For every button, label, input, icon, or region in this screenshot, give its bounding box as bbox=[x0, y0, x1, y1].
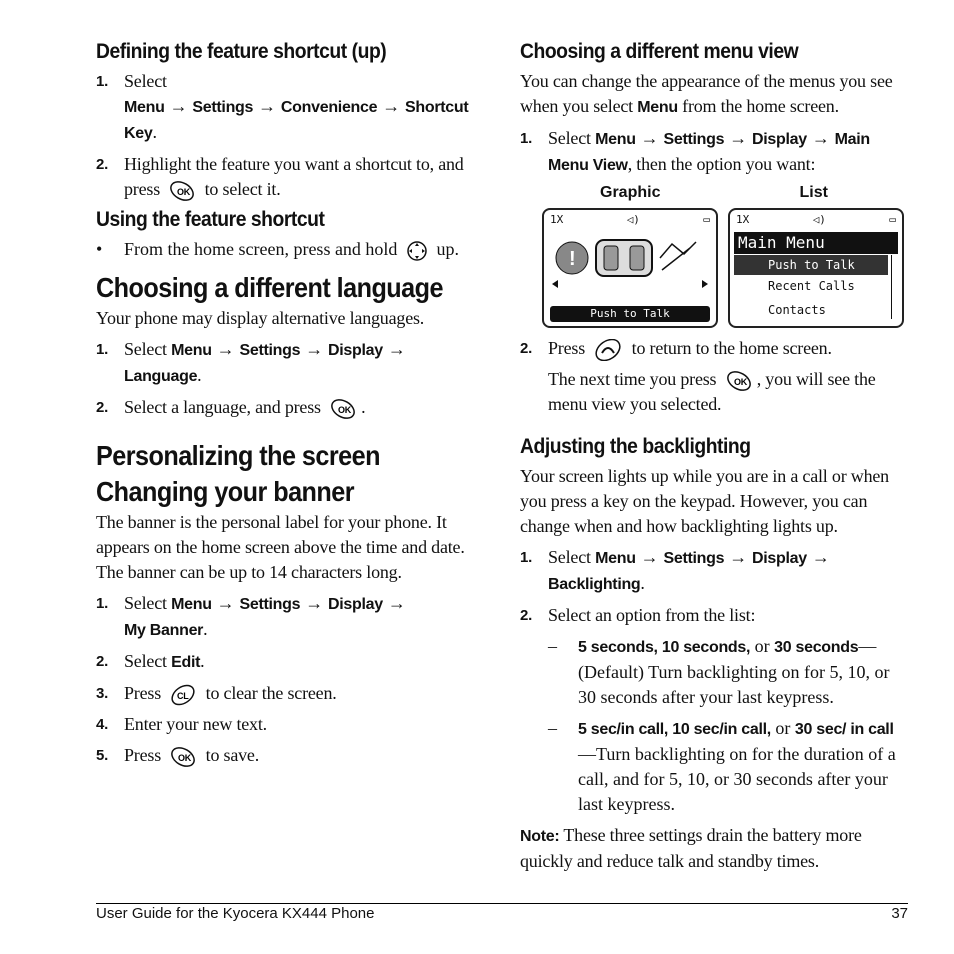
right-column bbox=[520, 40, 910, 880]
language-heading: Choosing a different language bbox=[96, 272, 443, 303]
nav-key-icon bbox=[406, 240, 428, 262]
left-column bbox=[96, 40, 488, 774]
graphic-caption: Push to Talk bbox=[550, 306, 710, 322]
svg-text:!: ! bbox=[569, 248, 576, 270]
battery-icon: ▭ bbox=[703, 213, 710, 226]
shortcut-up-heading: Defining the feature shortcut (up) bbox=[96, 40, 387, 63]
graphic-menu-icons bbox=[550, 234, 710, 294]
signal-status: 1X bbox=[550, 213, 564, 226]
graphic-screen bbox=[542, 208, 718, 328]
footer-title: User Guide for the Kyocera KX444 Phone bbox=[96, 905, 375, 922]
list-item: Recent Calls bbox=[768, 279, 855, 293]
backlight-option-2: – 5 sec/in call, 10 sec/in call, or 30 sec/ in call—Turn backlighting on for the duration of a call, and for 5, 10, or 30 seconds after your last keypress. bbox=[548, 718, 896, 814]
clear-key-icon bbox=[169, 684, 197, 706]
svg-text:OK: OK bbox=[338, 404, 352, 415]
backlight-intro: Your screen lights up while you are in a call or when you press a key on the keypad. However, you can change when and how backlighting lights up. bbox=[520, 466, 889, 536]
volume-icon: ◁) bbox=[626, 213, 640, 226]
ok-key-icon bbox=[168, 181, 196, 201]
signal-status: 1X bbox=[736, 213, 750, 226]
banner-heading: Changing your banner bbox=[96, 476, 355, 507]
backlight-note: Note: These three settings drain the battery more quickly and reduce talk and standby times. bbox=[520, 825, 862, 871]
battery-icon: ▭ bbox=[889, 213, 896, 226]
footer-divider bbox=[96, 903, 908, 904]
list-label: List bbox=[799, 184, 828, 201]
ok-key-icon bbox=[169, 747, 197, 767]
list-screen bbox=[728, 208, 904, 328]
page-footer bbox=[96, 905, 908, 922]
list-title: Main Menu bbox=[734, 232, 898, 254]
svg-text:OK: OK bbox=[178, 752, 192, 763]
screen-previews bbox=[542, 208, 910, 328]
svg-text:OK: OK bbox=[177, 186, 191, 197]
ok-key-icon bbox=[725, 371, 753, 391]
page-number: 37 bbox=[891, 905, 908, 922]
banner-step-5: 5. Press OK to save. bbox=[96, 743, 488, 768]
language-step-2: 2. Select a language, and press OK . bbox=[96, 395, 488, 420]
language-step-1: 1. Select Menu → Settings → Display → Language. bbox=[96, 339, 406, 385]
menu-view-next: The next time you press OK , you will see the menu view you selected. bbox=[548, 369, 876, 414]
backlight-option-1: – 5 seconds, 10 seconds, or 30 seconds—(Default) Turn backlighting on for 5, 10, or 30 seconds after your last keypress. bbox=[548, 636, 890, 707]
menu-view-heading: Choosing a different menu view bbox=[520, 40, 799, 63]
backlight-step-1: 1. Select Menu → Settings → Display → Backlighting. bbox=[520, 547, 830, 593]
language-intro: Your phone may display alternative languages. bbox=[96, 308, 425, 328]
end-key-icon bbox=[593, 339, 623, 361]
volume-icon: ◁) bbox=[812, 213, 826, 226]
ok-key-icon bbox=[329, 399, 357, 419]
banner-step-3: 3. Press CL to clear the screen. bbox=[96, 681, 488, 706]
svg-text:OK: OK bbox=[733, 376, 747, 387]
svg-text:CL: CL bbox=[177, 690, 189, 701]
menu-view-step-1: 1. Select Menu → Settings → Display → Main Menu View, then the option you want: bbox=[520, 128, 870, 174]
graphic-label: Graphic bbox=[600, 184, 661, 201]
backlight-step-2: 2. Select an option from the list: bbox=[520, 605, 756, 625]
personalize-heading: Personalizing the screen bbox=[96, 440, 380, 471]
banner-step-4: 4. Enter your new text. bbox=[96, 714, 267, 734]
using-shortcut-heading: Using the feature shortcut bbox=[96, 208, 325, 231]
list-scrollbar bbox=[891, 255, 898, 319]
list-item: Contacts bbox=[768, 303, 826, 317]
menu-view-step-2: 2. Press to return to the home screen. bbox=[520, 336, 910, 361]
using-shortcut-bullet: • From the home screen, press and hold up. bbox=[96, 237, 488, 262]
banner-step-2: 2. Select Edit. bbox=[96, 651, 205, 671]
shortcut-step-2: 2. Highlight the feature you want a shortcut to, and press OK to select it. bbox=[96, 152, 488, 202]
backlight-heading: Adjusting the backlighting bbox=[520, 435, 751, 458]
screen-labels bbox=[520, 184, 910, 202]
list-item-selected: Push to Talk bbox=[734, 255, 888, 275]
banner-intro: The banner is the personal label for your phone. It appears on the home screen above the time and date. The banner can be up to 14 characters long. bbox=[96, 512, 465, 582]
shortcut-step-1: 1. Select Menu → Settings → Convenience → Shortcut Key. bbox=[96, 71, 469, 142]
menu-view-intro: You can change the appearance of the menus you see when you select Menu from the home screen. bbox=[520, 71, 893, 116]
banner-step-1: 1. Select Menu → Settings → Display → My Banner. bbox=[96, 593, 406, 639]
